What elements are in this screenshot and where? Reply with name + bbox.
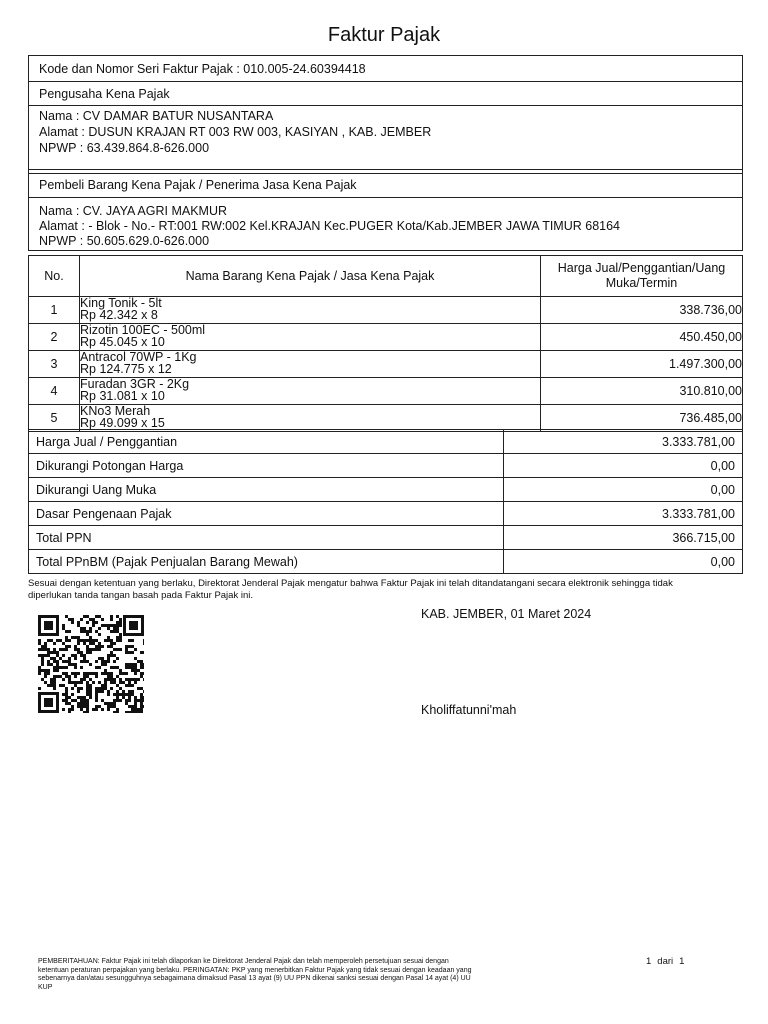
item-name: King Tonik - 5lt xyxy=(80,296,162,310)
summary-row xyxy=(29,502,743,526)
buyer-info xyxy=(29,198,742,250)
table-row xyxy=(29,378,743,405)
header-item-name: Nama Barang Kena Pajak / Jasa Kena Pajak xyxy=(80,256,541,297)
summary-row xyxy=(29,526,743,550)
item-detail: Rp 31.081 x 10 xyxy=(80,389,165,403)
footer-notice: PEMBERITAHUAN: Faktur Pajak ini telah dilaporkan ke Direktorat Jenderal Pajak dan telah memperoleh persetujuan sesuai dengan ketentuan peraturan perpajakan yang berlaku. PERINGATAN: PKP yang menerbitkan Faktur Pajak yang tidak sesuai dengan keadaan yang sebenarnya dan/atau sesungguhnya sebagaimana dimaksud Pasal 13 ayat (9) UU PPN dikenai sanksi sesuai dengan Pasal 14 ayat (4) UU KUP xyxy=(38,958,472,991)
summary-row xyxy=(29,550,743,574)
header-price: Harga Jual/Penggantian/Uang Muka/Termin xyxy=(541,256,743,297)
summary-value: 0,00 xyxy=(504,550,743,574)
table-row xyxy=(29,324,743,351)
item-name: Rizotin 100EC - 500ml xyxy=(80,323,206,337)
place-date: KAB. JEMBER, 01 Maret 2024 xyxy=(421,607,592,621)
header-no: No. xyxy=(29,256,80,297)
buyer-heading: Pembeli Barang Kena Pajak / Penerima Jasa Kena Pajak xyxy=(29,174,742,198)
item-no: 3 xyxy=(29,351,80,378)
item-name: KNo3 Merah xyxy=(80,404,151,418)
buyer-name: Nama : CV. JAYA AGRI MAKMUR xyxy=(39,204,228,218)
item-name-cell xyxy=(80,297,541,324)
item-no: 4 xyxy=(29,378,80,405)
item-no: 5 xyxy=(29,405,80,432)
summary-value: 3.333.781,00 xyxy=(504,430,743,454)
summary-label: Total PPN xyxy=(29,526,504,550)
qr-code xyxy=(38,615,144,713)
table-row xyxy=(29,351,743,378)
item-name-cell xyxy=(80,324,541,351)
item-amount: 338.736,00 xyxy=(541,297,743,324)
signer-name: Kholiffatunni'mah xyxy=(421,703,517,717)
summary-label: Harga Jual / Penggantian xyxy=(29,430,504,454)
item-detail: Rp 42.342 x 8 xyxy=(80,308,158,322)
seller-address: Alamat : DUSUN KRAJAN RT 003 RW 003, KASIYAN , KAB. JEMBER xyxy=(39,125,432,139)
items-header-row xyxy=(29,256,743,297)
seller-heading: Pengusaha Kena Pajak xyxy=(29,82,742,106)
item-name: Furadan 3GR - 2Kg xyxy=(80,377,190,391)
summary-label: Dikurangi Potongan Harga xyxy=(29,454,504,478)
serial-number: Kode dan Nomor Seri Faktur Pajak : 010.005-24.60394418 xyxy=(29,56,742,82)
summary-label: Dasar Pengenaan Pajak xyxy=(29,502,504,526)
page-separator: dari xyxy=(657,956,674,967)
item-name-cell xyxy=(80,351,541,378)
item-amount: 736.485,00 xyxy=(541,405,743,432)
summary-value: 366.715,00 xyxy=(504,526,743,550)
item-detail: Rp 124.775 x 12 xyxy=(80,362,172,376)
item-amount: 450.450,00 xyxy=(541,324,743,351)
item-no: 2 xyxy=(29,324,80,351)
summary-row xyxy=(29,430,743,454)
table-row xyxy=(29,297,743,324)
electronic-signature-note: Sesuai dengan ketentuan yang berlaku, Direktorat Jenderal Pajak mengatur bahwa Faktur Pajak ini telah ditandatangani secara elektronik sehingga tidak diperlukan tanda tangan basah pada Faktur Pajak ini. xyxy=(28,578,673,601)
summary-value: 0,00 xyxy=(504,478,743,502)
seller-info xyxy=(29,106,742,170)
summary-table xyxy=(28,429,743,574)
summary-label: Dikurangi Uang Muka xyxy=(29,478,504,502)
summary-value: 0,00 xyxy=(504,454,743,478)
item-name-cell xyxy=(80,405,541,432)
item-amount: 1.497.300,00 xyxy=(541,351,743,378)
item-no: 1 xyxy=(29,297,80,324)
items-table xyxy=(28,255,743,432)
page-total: 1 xyxy=(679,956,685,967)
item-name-cell xyxy=(80,378,541,405)
buyer-address: Alamat : - Blok - No.- RT:001 RW:002 Kel.KRAJAN Kec.PUGER Kota/Kab.JEMBER JAWA TIMUR 68164 xyxy=(39,219,620,233)
item-detail: Rp 45.045 x 10 xyxy=(80,335,165,349)
invoice-header-box xyxy=(28,55,743,251)
summary-label: Total PPnBM (Pajak Penjualan Barang Mewah) xyxy=(29,550,504,574)
seller-name: Nama : CV DAMAR BATUR NUSANTARA xyxy=(39,109,274,123)
item-detail: Rp 49.099 x 15 xyxy=(80,416,165,430)
buyer-npwp: NPWP : 50.605.629.0-626.000 xyxy=(39,234,210,248)
document-title: Faktur Pajak xyxy=(327,24,441,46)
page-current: 1 xyxy=(646,956,652,967)
seller-npwp: NPWP : 63.439.864.8-626.000 xyxy=(39,141,210,155)
table-row xyxy=(29,405,743,432)
summary-row xyxy=(29,454,743,478)
item-name: Antracol 70WP - 1Kg xyxy=(80,350,197,364)
page-number xyxy=(646,956,690,967)
summary-value: 3.333.781,00 xyxy=(504,502,743,526)
summary-row xyxy=(29,478,743,502)
item-amount: 310.810,00 xyxy=(541,378,743,405)
